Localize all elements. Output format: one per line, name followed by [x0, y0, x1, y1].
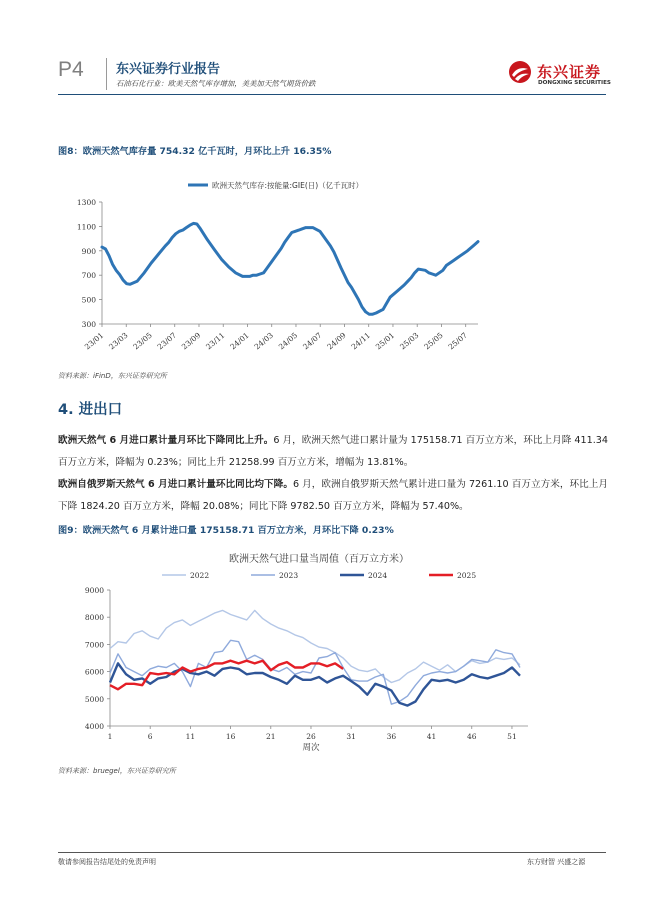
y-tick-label: 7000 [84, 640, 104, 650]
x-tick-label: 24/01 [228, 330, 251, 352]
x-tick-label: 25/03 [398, 330, 421, 352]
series-line-2022 [110, 610, 520, 682]
x-tick-label: 26 [306, 732, 316, 741]
y-tick-label: 6000 [84, 667, 104, 677]
figure9-title: 图9：欧洲天然气 6 月累计进口量 175158.71 百万立方米，月环比下降 0.23% [58, 525, 394, 536]
header-divider [106, 58, 107, 90]
x-tick-label: 31 [346, 732, 356, 741]
header-rule [58, 94, 606, 95]
x-tick-label: 51 [507, 732, 517, 741]
report-title: 东兴证券行业报告 [116, 62, 221, 77]
report-subtitle: 石油石化行业：欧美天然气库存增加，美美加天然气期货价跌 [116, 79, 316, 88]
y-tick-label: 300 [81, 320, 96, 329]
page-number: P4 [58, 58, 84, 81]
y-tick-label: 8000 [84, 613, 104, 623]
x-tick-label: 25/01 [373, 330, 397, 352]
y-tick-label: 1100 [76, 222, 96, 232]
x-tick-label: 23/01 [82, 330, 106, 352]
x-tick-label: 16 [225, 732, 236, 741]
paragraph-body: 6 月，欧洲自俄罗斯天然气累计进口量为 7261.10 百万立方米，环比上月下降 1824.20 百万立方米，降幅 20.08%；同比下降 9782.50 百万立方米，降幅为 57.40%。 [58, 479, 608, 512]
y-tick-label: 9000 [84, 586, 104, 595]
x-tick-label: 11 [185, 732, 196, 741]
legend-label: 2022 [190, 571, 210, 580]
series-line-2025 [110, 661, 343, 690]
x-tick-label: 24/09 [325, 330, 348, 352]
paragraph-lead: 欧洲天然气 6 月进口累计量月环比下降同比上升。 [58, 435, 274, 446]
x-tick-label: 24/03 [252, 330, 276, 352]
x-tick-label: 6 [147, 732, 153, 741]
storage-line-chart [58, 168, 488, 353]
brand-logo-icon [508, 60, 532, 84]
y-tick-label: 900 [81, 246, 96, 256]
imports-line-chart [58, 548, 548, 753]
x-tick-label: 1 [107, 732, 113, 741]
x-tick-label: 23/05 [131, 330, 154, 352]
figure8-title: 图8：欧洲天然气库存量 754.32 亿千瓦时，月环比上升 16.35% [58, 146, 332, 157]
x-tick-label: 25/05 [422, 330, 445, 352]
x-tick-label: 23/11 [204, 330, 227, 352]
brand-name-cn: 东兴证券 [537, 63, 602, 81]
legend-label: 2023 [279, 571, 299, 580]
legend-label: 欧洲天然气库存:按能量:GIE(日)（亿千瓦时） [212, 181, 364, 190]
x-tick-label: 21 [266, 732, 276, 741]
x-tick-label: 46 [466, 732, 477, 741]
storage-series-line [102, 223, 478, 314]
paragraph-body: 6 月，欧洲天然气进口累计量为 175158.71 百万立方米，环比上月降 411.34 百万立方米，降幅为 0.23%；同比上升 21258.99 百万立方米，增幅为 13.81%。 [58, 435, 608, 468]
x-tick-label: 25/07 [446, 330, 469, 352]
y-tick-label: 1300 [76, 198, 96, 207]
legend-label: 2025 [457, 571, 477, 580]
section-heading: 4. 进出口 [58, 402, 123, 418]
footer-rule [58, 852, 606, 853]
x-tick-label: 36 [386, 732, 397, 741]
x-tick-label: 41 [426, 732, 437, 741]
y-tick-label: 4000 [84, 722, 104, 731]
disclaimer-note: 敬请参阅报告结尾处的免责声明 [58, 858, 156, 866]
paragraph-lead: 欧洲自俄罗斯天然气 6 月进口累计量环比同比均下降。 [58, 479, 293, 490]
x-tick-label: 23/03 [107, 330, 130, 352]
footer-slogan: 东方财智 兴盛之源 [527, 858, 586, 866]
figure9-source: 资料来源：bruegel，东兴证券研究所 [58, 767, 176, 775]
y-tick-label: 5000 [84, 694, 104, 704]
y-tick-label: 700 [81, 271, 96, 281]
x-tick-label: 23/09 [179, 330, 203, 352]
paragraph-eu-imports [58, 430, 608, 473]
x-tick-label: 24/05 [276, 330, 300, 352]
x-axis-label: 周次 [302, 743, 320, 753]
y-tick-label: 500 [81, 295, 96, 305]
chart-title: 欧洲天然气进口量当周值（百万立方米） [229, 554, 409, 565]
figure8-source: 资料来源：iFinD，东兴证券研究所 [58, 372, 167, 380]
x-tick-label: 24/07 [301, 330, 324, 352]
legend-label: 2024 [368, 571, 388, 580]
x-tick-label: 23/07 [155, 330, 179, 352]
brand-name-en: DONGXING SECURITIES [538, 80, 611, 86]
x-tick-label: 24/11 [349, 330, 372, 352]
paragraph-russia-imports [58, 474, 608, 517]
